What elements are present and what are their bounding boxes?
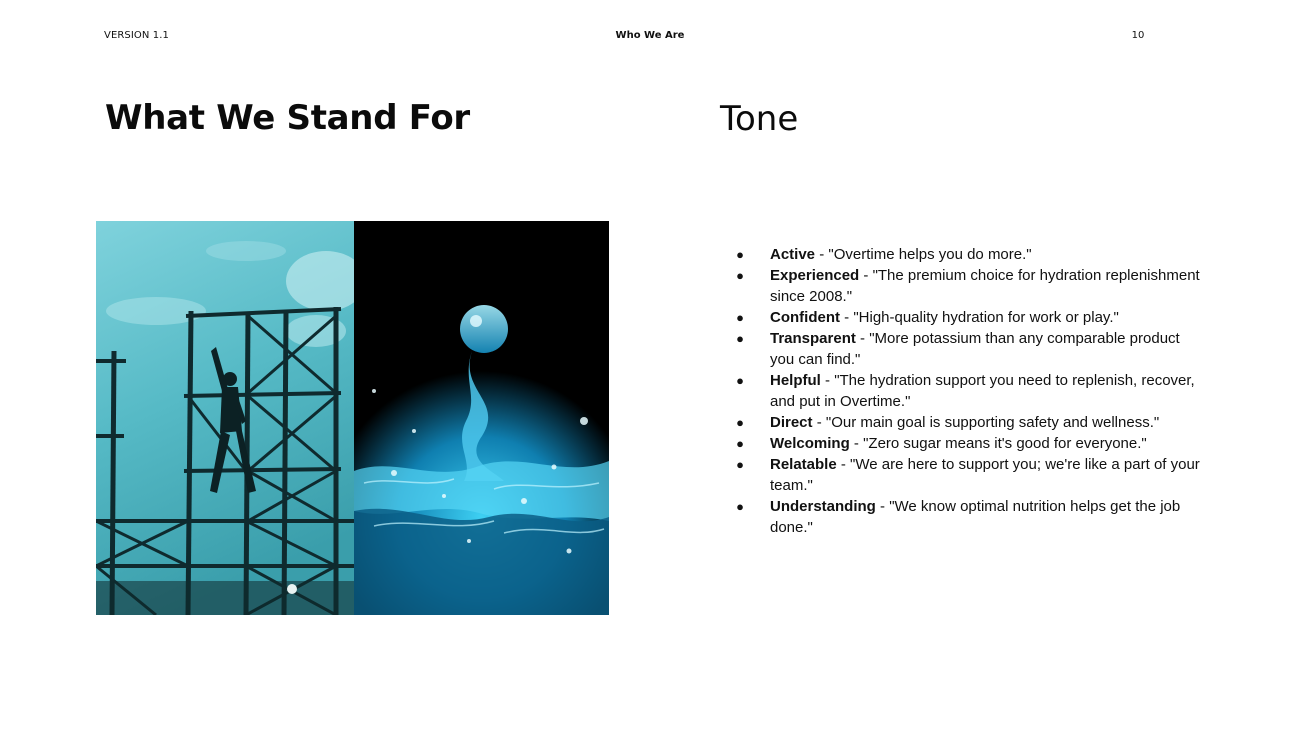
tone-quote: "We are here to support you; we're like a part of your team.": [770, 456, 1200, 494]
scaffold-worker-photo: [96, 221, 354, 615]
list-item: [734, 265, 1204, 307]
list-item: [734, 496, 1204, 538]
tone-separator: -: [812, 414, 826, 431]
bullet-icon: ●: [736, 457, 744, 472]
bullet-icon: ●: [736, 499, 744, 514]
tone-quote: "The premium choice for hydration replenishment since 2008.": [770, 267, 1200, 305]
list-item: [734, 307, 1204, 328]
tone-title: Tone: [720, 99, 799, 139]
tone-term: Helpful: [770, 372, 821, 389]
tone-separator: -: [855, 330, 870, 347]
tone-quote: "Our main goal is supporting safety and wellness.": [825, 414, 1160, 431]
stand-for-title: What We Stand For: [105, 98, 470, 138]
tone-separator: -: [815, 246, 829, 263]
tone-term: Direct: [770, 414, 813, 431]
bullet-icon: ●: [736, 436, 744, 451]
tone-separator: -: [820, 372, 835, 389]
bullet-icon: ●: [736, 247, 744, 262]
tone-term: Relatable: [770, 456, 837, 473]
tone-separator: -: [836, 456, 851, 473]
bullet-icon: ●: [736, 415, 744, 430]
tone-quote: "Overtime helps you do more.": [828, 246, 1032, 263]
water-splash-photo: [354, 221, 609, 615]
page-number: 10: [1131, 30, 1145, 41]
list-item: [734, 244, 1204, 265]
tone-term: Confident: [770, 309, 840, 326]
tone-list: [734, 244, 1204, 538]
tone-separator: -: [859, 267, 873, 284]
list-item: [734, 433, 1204, 454]
tone-quote: "Zero sugar means it's good for everyone.": [863, 435, 1147, 452]
list-item: [734, 412, 1204, 433]
version-label: VERSION 1.1: [104, 30, 169, 41]
bullet-icon: ●: [736, 331, 744, 346]
scaffold-illustration: [96, 221, 354, 615]
tone-term: Understanding: [770, 498, 876, 515]
tone-term: Welcoming: [770, 435, 850, 452]
bullet-icon: ●: [736, 310, 744, 325]
tone-term: Transparent: [770, 330, 856, 347]
list-item: [734, 454, 1204, 496]
tone-quote: "We know optimal nutrition helps get the job done.": [770, 498, 1181, 536]
section-label: Who We Are: [615, 30, 685, 41]
bullet-icon: ●: [736, 268, 744, 283]
tone-term: Active: [770, 246, 816, 263]
tone-separator: -: [849, 435, 864, 452]
tone-quote: "More potassium than any comparable product you can find.": [770, 330, 1180, 368]
tone-term: Experienced: [770, 267, 860, 284]
tone-separator: -: [875, 498, 890, 515]
list-item: [734, 328, 1204, 370]
tone-quote: "The hydration support you need to replenish, recover, and put in Overtime.": [770, 372, 1195, 410]
tone-quote: "High-quality hydration for work or play.": [853, 309, 1119, 326]
water-illustration: [354, 221, 609, 615]
tone-separator: -: [839, 309, 854, 326]
list-item: [734, 370, 1204, 412]
bullet-icon: ●: [736, 373, 744, 388]
